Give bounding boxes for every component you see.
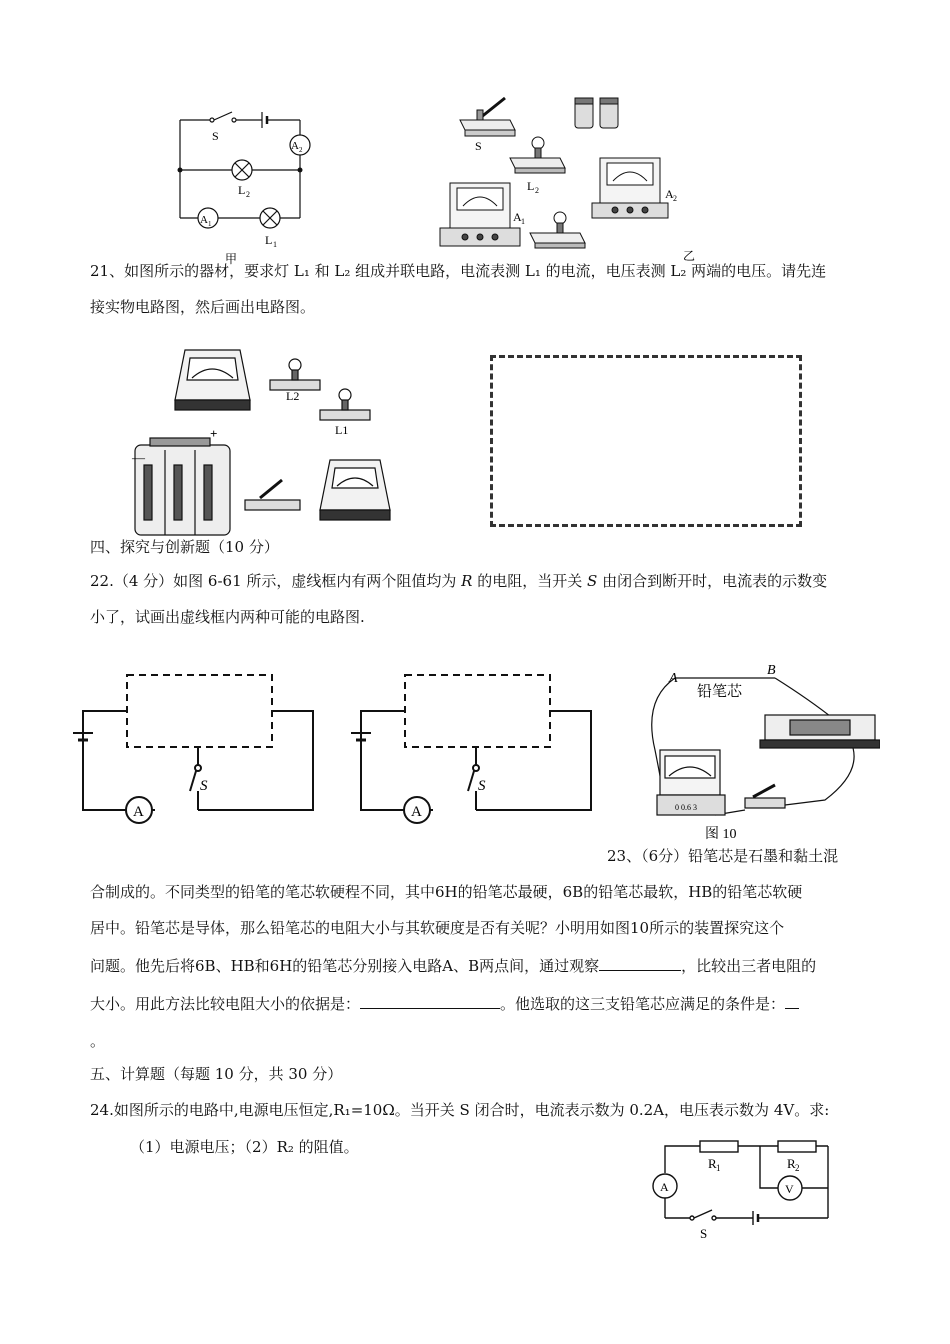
svg-text:A: A [669, 671, 678, 686]
q21-line2: 接实物电路图，然后画出电路图。 [90, 298, 316, 316]
r1-resistor [700, 1141, 738, 1152]
svg-text:1: 1 [716, 1163, 721, 1173]
svg-text:2: 2 [795, 1163, 800, 1173]
svg-text:A: A [660, 1180, 669, 1194]
q22-line1: 22.（4 分）如图 6-61 所示，虚线框内有两个阻值均为 R 的电阻，当开关 S 由闭合到断开时，电流表的示数变 [90, 572, 828, 590]
svg-text:铅笔芯: 铅笔芯 [697, 684, 743, 700]
svg-text:—: — [132, 450, 145, 465]
q23-blank-2[interactable] [360, 1008, 500, 1009]
svg-text:L1: L1 [335, 423, 349, 437]
q23-line4: 问题。他先后将6B、HB和6H的铅笔芯分别接入电路A、B两点间，通过观察 ，比较出三者电阻的 [90, 957, 817, 975]
svg-text:1: 1 [521, 217, 525, 226]
svg-text:A: A [665, 187, 674, 201]
q23-blank-1[interactable] [599, 970, 681, 971]
svg-text:B: B [767, 663, 776, 678]
section-4-title: 四、探究与创新题（10 分） [90, 538, 279, 556]
q22-circuit-right [348, 665, 608, 825]
svg-text:R: R [708, 1156, 717, 1171]
svg-text:2: 2 [535, 186, 539, 195]
figure-caption-yi: 乙 [683, 249, 696, 263]
q22-circuit-left [70, 665, 330, 825]
q23-line2: 合制成的。不同类型的铅笔的笔芯软硬程不同，其中6H的铅笔芯最硬，6B的铅笔芯最软，HB的铅笔芯软硬 [90, 883, 803, 901]
q21-drawing-box[interactable] [490, 355, 802, 527]
svg-text:S: S [700, 1226, 708, 1241]
q22-dashed-box-left [127, 675, 272, 747]
svg-text:A: A [411, 804, 422, 820]
svg-text:+: + [210, 426, 218, 441]
figure-caption-jia: 甲 [225, 252, 238, 265]
svg-text:A: A [513, 210, 522, 224]
svg-text:S: S [475, 139, 482, 153]
q22-line2: 小了，试画出虚线框内两种可能的电路图. [90, 608, 365, 626]
section-5-title: 五、计算题（每题 10 分，共 30 分） [90, 1065, 343, 1083]
svg-text:1: 1 [208, 220, 212, 228]
r2-resistor [778, 1141, 816, 1152]
svg-text:L2: L2 [286, 389, 300, 403]
svg-text:S: S [478, 778, 486, 794]
figure-10 [635, 660, 880, 845]
q21-s-label: S [212, 129, 219, 143]
q24-circuit [650, 1138, 840, 1243]
svg-text:A: A [200, 214, 208, 226]
q23-blank-3[interactable] [785, 1008, 799, 1009]
figure-10-caption: 图 10 [705, 827, 737, 842]
q24-line2: （1）电源电压；（2）R₂ 的阻值。 [130, 1138, 359, 1156]
svg-text:L: L [527, 179, 535, 193]
svg-text:S: S [200, 778, 208, 794]
q23-line1: 23、（6分）铅笔芯是石墨和黏土混 [607, 847, 839, 865]
svg-text:1: 1 [273, 240, 277, 249]
svg-text:2: 2 [299, 146, 303, 154]
svg-text:L: L [238, 183, 246, 197]
svg-text:V: V [785, 1182, 794, 1196]
q23-line5: 大小。用此方法比较电阻大小的依据是： 。他选取的这三支铅笔芯应满足的条件是： [90, 993, 799, 1015]
q21-circuit-diagram [170, 100, 320, 265]
q24-line1: 24.如图所示的电路中,电源电压恒定,R₁=10Ω。当开关 S 闭合时，电流表示数为 0.2A，电压表示数为 4V。求: [90, 1101, 830, 1119]
svg-text:2: 2 [246, 190, 250, 199]
q21-apparatus-to-connect [130, 340, 410, 540]
svg-text:0 0.6 3: 0 0.6 3 [675, 803, 697, 812]
svg-text:A: A [133, 804, 144, 820]
q21-apparatus-illustration [435, 88, 705, 263]
q23-line3: 居中。铅笔芯是导体，那么铅笔芯的电阻大小与其软硬度是否有关呢？小明用如图10所示的装置探究这个 [90, 919, 785, 937]
q23-line6: 。 [90, 1032, 106, 1050]
q22-dashed-box-right [405, 675, 550, 747]
q21-line1: 21、如图所示的器材，要求灯 L₁ 和 L₂ 组成并联电路，电流表测 L₁ 的电流，电压表测 L₂ 两端的电压。请先连 [90, 262, 827, 280]
svg-text:2: 2 [673, 194, 677, 203]
svg-text:L: L [265, 233, 273, 247]
svg-text:R: R [787, 1156, 796, 1171]
svg-text:A: A [291, 140, 299, 152]
